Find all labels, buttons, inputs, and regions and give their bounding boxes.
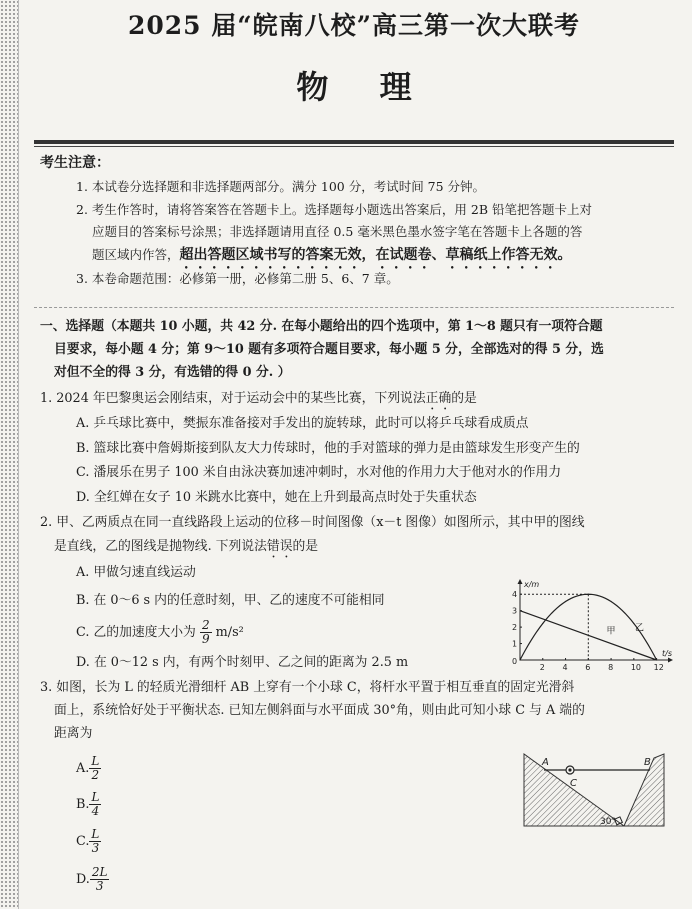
q3-option-b [76,790,101,820]
q2-stem-1: 2. 甲、乙两质点在同一直线路段上运动的位移－时间图像（x－t 图像）如图所示，其中甲的图线 [40,515,585,530]
q3-stem-2: 面上，系统恰好处于平衡状态. 已知左侧斜面与水平面成 30°角，则由此可知小球 C 与 A 端的 [54,703,585,718]
q3-stem-3: 距离为 [54,726,93,741]
q3-option-c [76,827,101,857]
q3-option-c-num: L [91,827,100,841]
q2-stem-2 [54,536,318,561]
binding-margin [0,0,19,909]
header-rule [34,140,674,144]
subject-title: 物 理 [296,68,412,106]
q3-option-b-num: L [91,790,100,804]
q1-stem [40,388,477,413]
series-yi-point [542,623,543,624]
q3-option-a-den: 2 [91,768,100,782]
q3-option-c-fraction [89,828,101,855]
x-tick-label: 12 [653,663,664,672]
q2-option-c-fraction [200,619,212,646]
q3-stem-1: 3. 如图，长为 L 的轻质光滑细杆 AB 上穿有一个小球 C，将杆水平置于相互垂直的固定光滑斜 [40,680,575,695]
q2-option-c-prefix: C. 乙的加速度大小为 [76,625,196,640]
q2-option-b: B. 在 0～6 s 内的任意时刻，甲、乙的速度不可能相同 [76,593,385,608]
q1-option-b: B. 篮球比赛中詹姆斯接到队友大力传球时，他的手对篮球的弹力是由篮球发生形变产生的 [76,441,580,456]
q3-option-c-letter: C. [76,834,90,849]
y-axis-label: x/m [524,580,540,589]
separator [34,307,674,308]
label-a: A [542,757,549,768]
notice-item-2-tail: 题区域内作答， [92,247,180,262]
q1-option-a: A. 乒乓球比赛中，樊振东准备接对手发出的旋转球，此时可以将乒乓球看成质点 [76,416,529,431]
q2-stem-2a: 是直线，乙的图线是抛物线. 下列说法 [54,539,267,554]
q3-option-a-fraction [89,755,101,782]
q3-option-d-letter: D. [76,872,90,887]
x-tick-label: 8 [608,663,614,672]
notice-item-3: 3. 本卷命题范围：必修第一册，必修第二册 5、6、7 章。 [76,271,399,286]
q2-option-c-den: 9 [201,632,210,646]
q3-option-d-fraction [90,866,110,893]
origin-label: 0 [512,657,518,666]
q2-stem-2c: 的是 [292,539,319,554]
x-tick-label: 6 [585,663,591,672]
q3-option-a-num: L [91,754,100,768]
q3-option-d [76,865,109,895]
section-intro-line-1: 一、选择题（本题共 10 小题，共 42 分. 在每小题给出的四个选项中，第 1～8 题只有一项符合题 [40,319,603,334]
x-axis-label: t/s [662,649,672,658]
y-tick-label: 3 [512,606,518,616]
series-jia-label: 甲 [606,626,616,637]
y-axis-arrow [518,579,523,584]
series-yi-point [656,659,657,660]
xt-chart [502,578,674,676]
incline-figure [522,750,668,830]
y-tick-label: 2 [512,623,518,633]
q2-option-c-unit: m/s² [215,625,244,640]
series-yi-label: 乙 [634,623,645,634]
q1-stem-emph: 正确 [425,391,452,406]
q3-option-b-den: 4 [91,804,100,818]
label-b: B [644,757,651,768]
x-axis-arrow [668,658,673,663]
notice-heading: 考生注意： [40,155,110,171]
ball-c-core [568,768,571,771]
y-tick-label: 1 [512,639,518,649]
series-yi-point [610,601,611,602]
section-intro-line-2: 目要求，每小题 4 分；第 9～10 题有多项符合题目要求，每小题 5 分，全部选对的得 5 分，选 [54,342,604,357]
section-intro-line-3: 对但不全的得 3 分，有选错的得 0 分. ） [54,365,291,380]
series-yi-point [565,601,566,602]
x-tick-label: 2 [539,663,545,672]
left-incline [524,754,624,826]
q2-option-c-num: 2 [201,618,210,632]
q3-option-b-fraction [89,791,101,818]
series-jia-line [520,611,657,660]
x-tick-label: 4 [562,663,568,672]
q2-option-c [76,618,244,648]
angle-label: 30° [600,817,616,827]
q3-option-c-den: 3 [91,841,100,855]
notice-emphasis: 超出答题区域书写的答案无效，在试题卷、草稿纸上作答无效。 [179,247,572,263]
header-rule-thin [34,146,674,147]
notice-item-2: 2. 考生作答时，请将答案答在答题卡上。选择题每小题选出答案后，用 2B 铅笔把答题卡上对 [76,202,592,217]
x-tick-label: 10 [630,663,642,672]
q3-option-d-den: 3 [95,879,104,893]
q2-stem-emph: 错误 [266,539,293,554]
q3-option-b-letter: B. [76,797,90,812]
q1-stem-a: 1. 2024 年巴黎奥运会刚结束，对于运动会中的某些比赛，下列说法 [40,391,426,406]
q2-option-a: A. 甲做匀速直线运动 [76,565,196,580]
notice-item-2-cont: 应题目的答案标号涂黑；非选择题请用直径 0.5 毫米黑色墨水签字笔在答题卡上各题的答 [92,224,583,239]
q1-stem-c: 的是 [451,391,477,406]
exam-title: 2025 届“皖南八校”高三第一次大联考 [127,11,581,40]
q1-option-c: C. 潘展乐在男子 100 米自由泳决赛加速冲刺时，水对他的作用力大于他对水的作用力 [76,465,562,480]
q1-option-d: D. 全红婵在女子 10 米跳水比赛中，她在上升到最高点时处于失重状态 [76,490,477,505]
q2-option-d: D. 在 0～12 s 内，有两个时刻甲、乙之间的距离为 2.5 m [76,655,409,670]
y-tick-label: 4 [512,590,518,600]
q3-option-a-letter: A. [76,761,90,776]
notice-item-1: 1. 本试卷分选择题和非选择题两部分。满分 100 分，考试时间 75 分钟。 [76,179,486,194]
series-yi-point [588,594,589,595]
q3-option-d-num: 2L [91,865,108,879]
series-yi-point [519,659,520,660]
label-c: C [570,778,577,789]
q3-option-a [76,754,101,784]
